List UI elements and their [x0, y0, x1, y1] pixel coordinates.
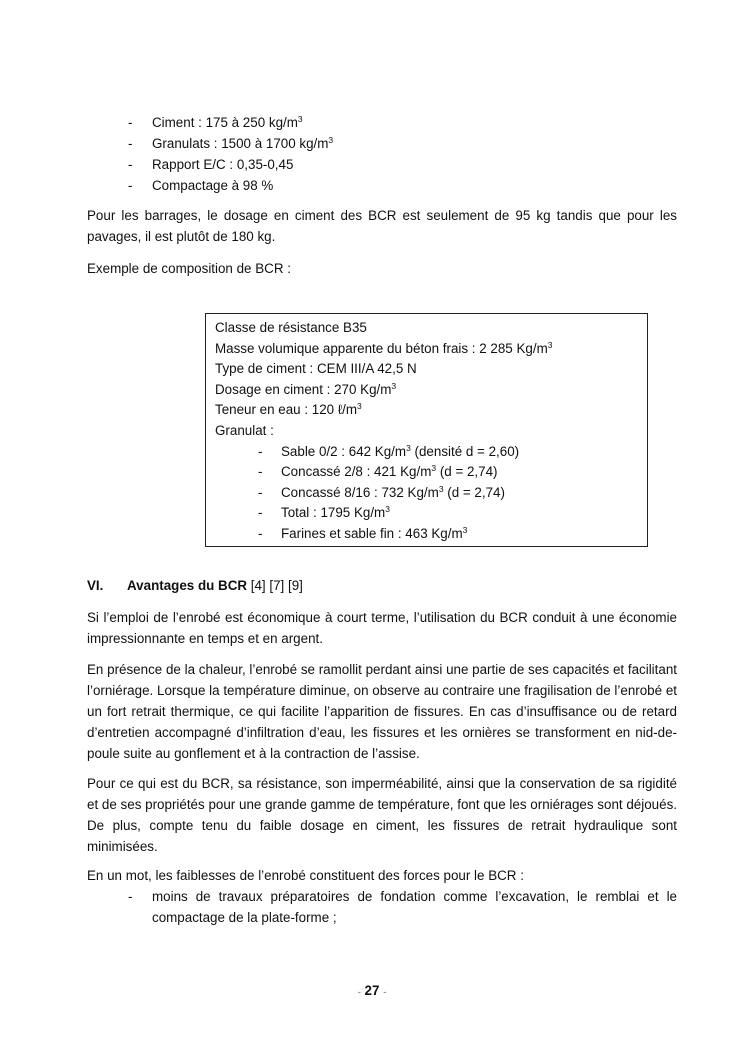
- density-line: Masse volumique apparente du béton frais : 2 285 $Kg/m^3$: [215, 339, 553, 356]
- section-heading: [87, 575, 303, 596]
- page-number: - 27 -: [357, 983, 387, 998]
- cement-type-line: Type de ciment : CEM III/A 42,5 N: [215, 361, 417, 377]
- list-item: - Granulats : 1500 à 1700 $kg/m^3$: [128, 135, 334, 151]
- granulat-item: - Total : 1795 $Kg/m^3$: [258, 504, 390, 521]
- list-item: - Compactage à 98 %: [128, 178, 274, 193]
- list-item: - Rapport E/C : 0,35-0,45: [128, 157, 294, 172]
- paragraph-heat: En présence de la chaleur, l’enrobé se ramollit perdant ainsi une partie de ses capacités et facilitant l’orniérage. Lorsque la température diminue, on observe au contraire une fragilisation de l’enrobé et un fort retrait thermique, ce qui facilite l’apparition de fissures. En cas d’insuffisance ou de retard d’entretien accompagné d’infiltration d’eau, les fissures et les ornières se transforment en nid-de-poule suite au gonflement et à la contraction de l’assise.: [87, 662, 677, 761]
- list-item: - Ciment : 175 à 250 $kg/m^3$: [128, 114, 303, 130]
- granulat-item: - Concassé 8/16 : 732 $Kg/m^3$ (d = 2,74): [258, 483, 505, 500]
- paragraph-summary: En un mot, les faiblesses de l’enrobé constituent des forces pour le BCR :: [87, 868, 524, 883]
- granulat-item: - Sable 0/2 : 642 $Kg/m^3$ (densité d = 2,60): [258, 442, 520, 459]
- material-bullet-list: [128, 112, 333, 196]
- section-number: VI.: [87, 578, 104, 593]
- paragraph-bcr-properties: Pour ce qui est du BCR, sa résistance, son imperméabilité, ainsi que la conservation de sa rigidité et de ses propriétés pour une grande gamme de température, font que les orniérages sont déjoués. De plus, compte tenu du faible dosage en ciment, les fissures de retrait hydraulique sont minimisées.: [87, 776, 677, 854]
- resistance-class: Classe de résistance B35: [215, 320, 367, 335]
- water-content-line: Teneur en eau : 120 $\ell/m^3$: [215, 401, 362, 418]
- paragraph-example-intro: Exemple de composition de BCR :: [87, 261, 291, 276]
- granulat-label: Granulat :: [215, 422, 274, 438]
- section-title: Avantages du BCR: [127, 578, 248, 593]
- paragraph-dosage: Pour les barrages, le dosage en ciment des BCR est seulement de 95 kg tandis que pour les pavages, il est plutôt de 180 kg.: [87, 208, 677, 244]
- composition-box: [205, 313, 648, 547]
- granulat-item: - Farines et sable fin : 463 $Kg/m^3$: [258, 524, 468, 541]
- paragraph-economy: Si l’emploi de l’enrobé est économique à court terme, l’utilisation du BCR conduit à une économie impressionnante en temps et en argent.: [87, 610, 677, 646]
- section-references: [4] [7] [9]: [247, 578, 303, 593]
- cement-dose-line: Dosage en ciment : 270 $Kg/m^3$: [215, 380, 397, 397]
- list-item: - moins de travaux préparatoires de fondation comme l’excavation, le remblai et le compactage de la plate-forme ;: [128, 889, 677, 925]
- granulat-item: - Concassé 2/8 : 421 $Kg/m^3$ (d = 2,74): [258, 463, 498, 480]
